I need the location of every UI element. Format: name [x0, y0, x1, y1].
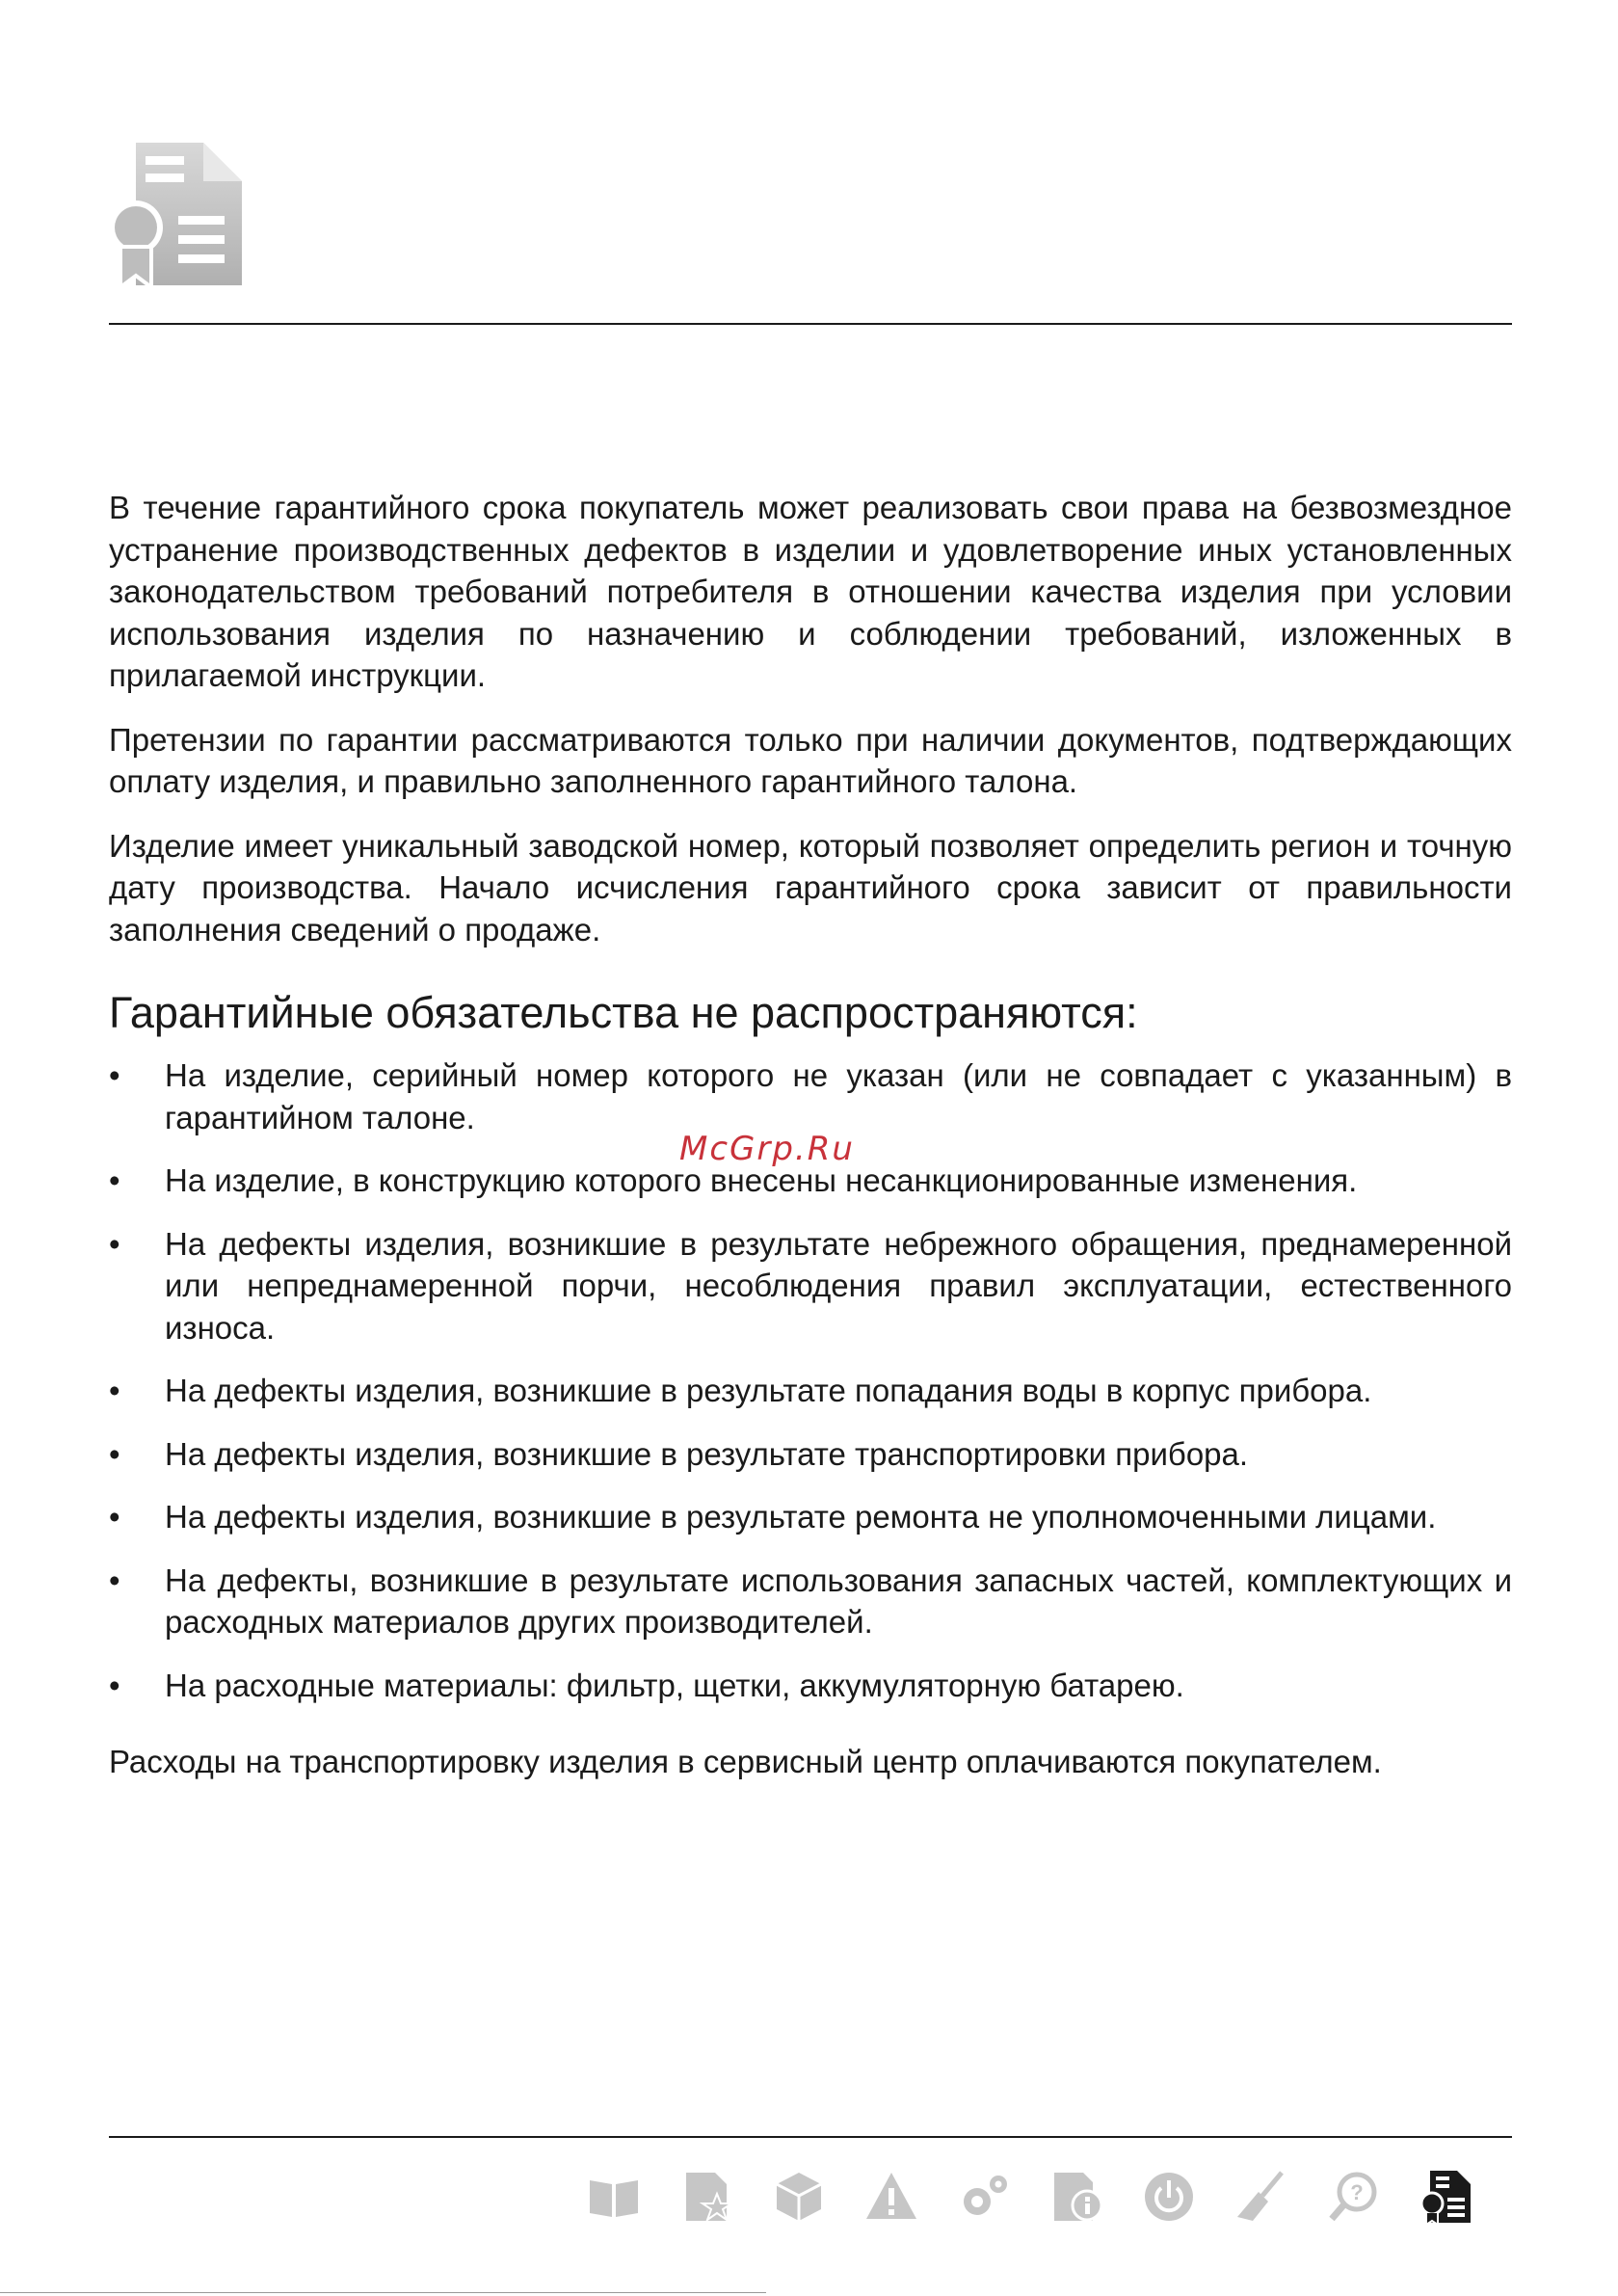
document-star-icon[interactable] [678, 2169, 734, 2225]
warranty-document-icon [109, 143, 244, 287]
watermark: McGrp.Ru [679, 1130, 855, 1168]
list-item: • На дефекты изделия, возникшие в результате транспортировки прибора. [109, 1435, 1249, 1472]
list-item: • На расходные материалы: фильтр, щетки, аккумуляторную батарею. [109, 1667, 1184, 1703]
list-item: • На дефекты изделия, возникшие в результате ремонта не уполномоченными лицами. [109, 1499, 1437, 1535]
list-item: • На дефекты изделия, возникшие в результате небрежного обращения, преднамеренной или непреднамеренной порчи, несоблюдения правил эксплуатации, естественного износа. [109, 1225, 1512, 1346]
footer-nav [586, 2169, 1474, 2227]
warning-icon[interactable] [863, 2169, 919, 2225]
list-item: • На дефекты изделия, возникшие в результате попадания воды в корпус прибора. [109, 1373, 1372, 1408]
list-item: • На изделие, серийный номер которого не указан (или не совпадает с указанным) в гарантийном талоне. [109, 1057, 1512, 1135]
power-icon[interactable] [1141, 2169, 1197, 2225]
broom-icon[interactable] [1233, 2169, 1289, 2225]
bottom-divider [109, 2136, 1512, 2138]
package-icon[interactable] [771, 2169, 827, 2225]
section-heading: Гарантийные обязательства не распространяются: [109, 988, 1138, 1037]
info-document-icon[interactable] [1048, 2169, 1104, 2225]
warranty-document-icon[interactable] [1419, 2169, 1474, 2225]
top-divider [109, 323, 1512, 325]
paragraph-warranty-rights: В течение гарантийного срока покупатель может реализовать свои права на безвозмездное устранение производственных дефектов в изделии и удовлетворение иных установленных законодательством требований потребителя в отношении качества изделия при условии использования изделия по назначению и соблюдении требований, изложенных в прилагаемой инструкции. [109, 490, 1512, 693]
paragraph-claims: Претензии по гарантии рассматриваются только при наличии документов, подтверждающих оплату изделия, и правильно заполненного гарантийного талона. [109, 721, 1512, 799]
paragraph-serial-number: Изделие имеет уникальный заводской номер, который позволяет определить регион и точную дату производства. Начало исчисления гарантийного срока зависит от правильности заполнения сведений о продаже. [109, 827, 1512, 948]
question-search-icon[interactable] [1326, 2169, 1382, 2225]
list-item: • На дефекты, возникшие в результате использования запасных частей, комплектующих и расходных материалов других производителей. [109, 1562, 1512, 1640]
gears-icon[interactable] [956, 2169, 1012, 2225]
list-item: • На изделие, в конструкцию которого внесены несанкционированные изменения. [109, 1162, 1358, 1198]
page-edge-line [0, 2292, 766, 2293]
book-icon[interactable] [586, 2169, 642, 2225]
svg-text:?: ? [1350, 2180, 1364, 2204]
paragraph-transport-costs: Расходы на транспортировку изделия в сервисный центр оплачиваются покупателем. [109, 1744, 1382, 1779]
